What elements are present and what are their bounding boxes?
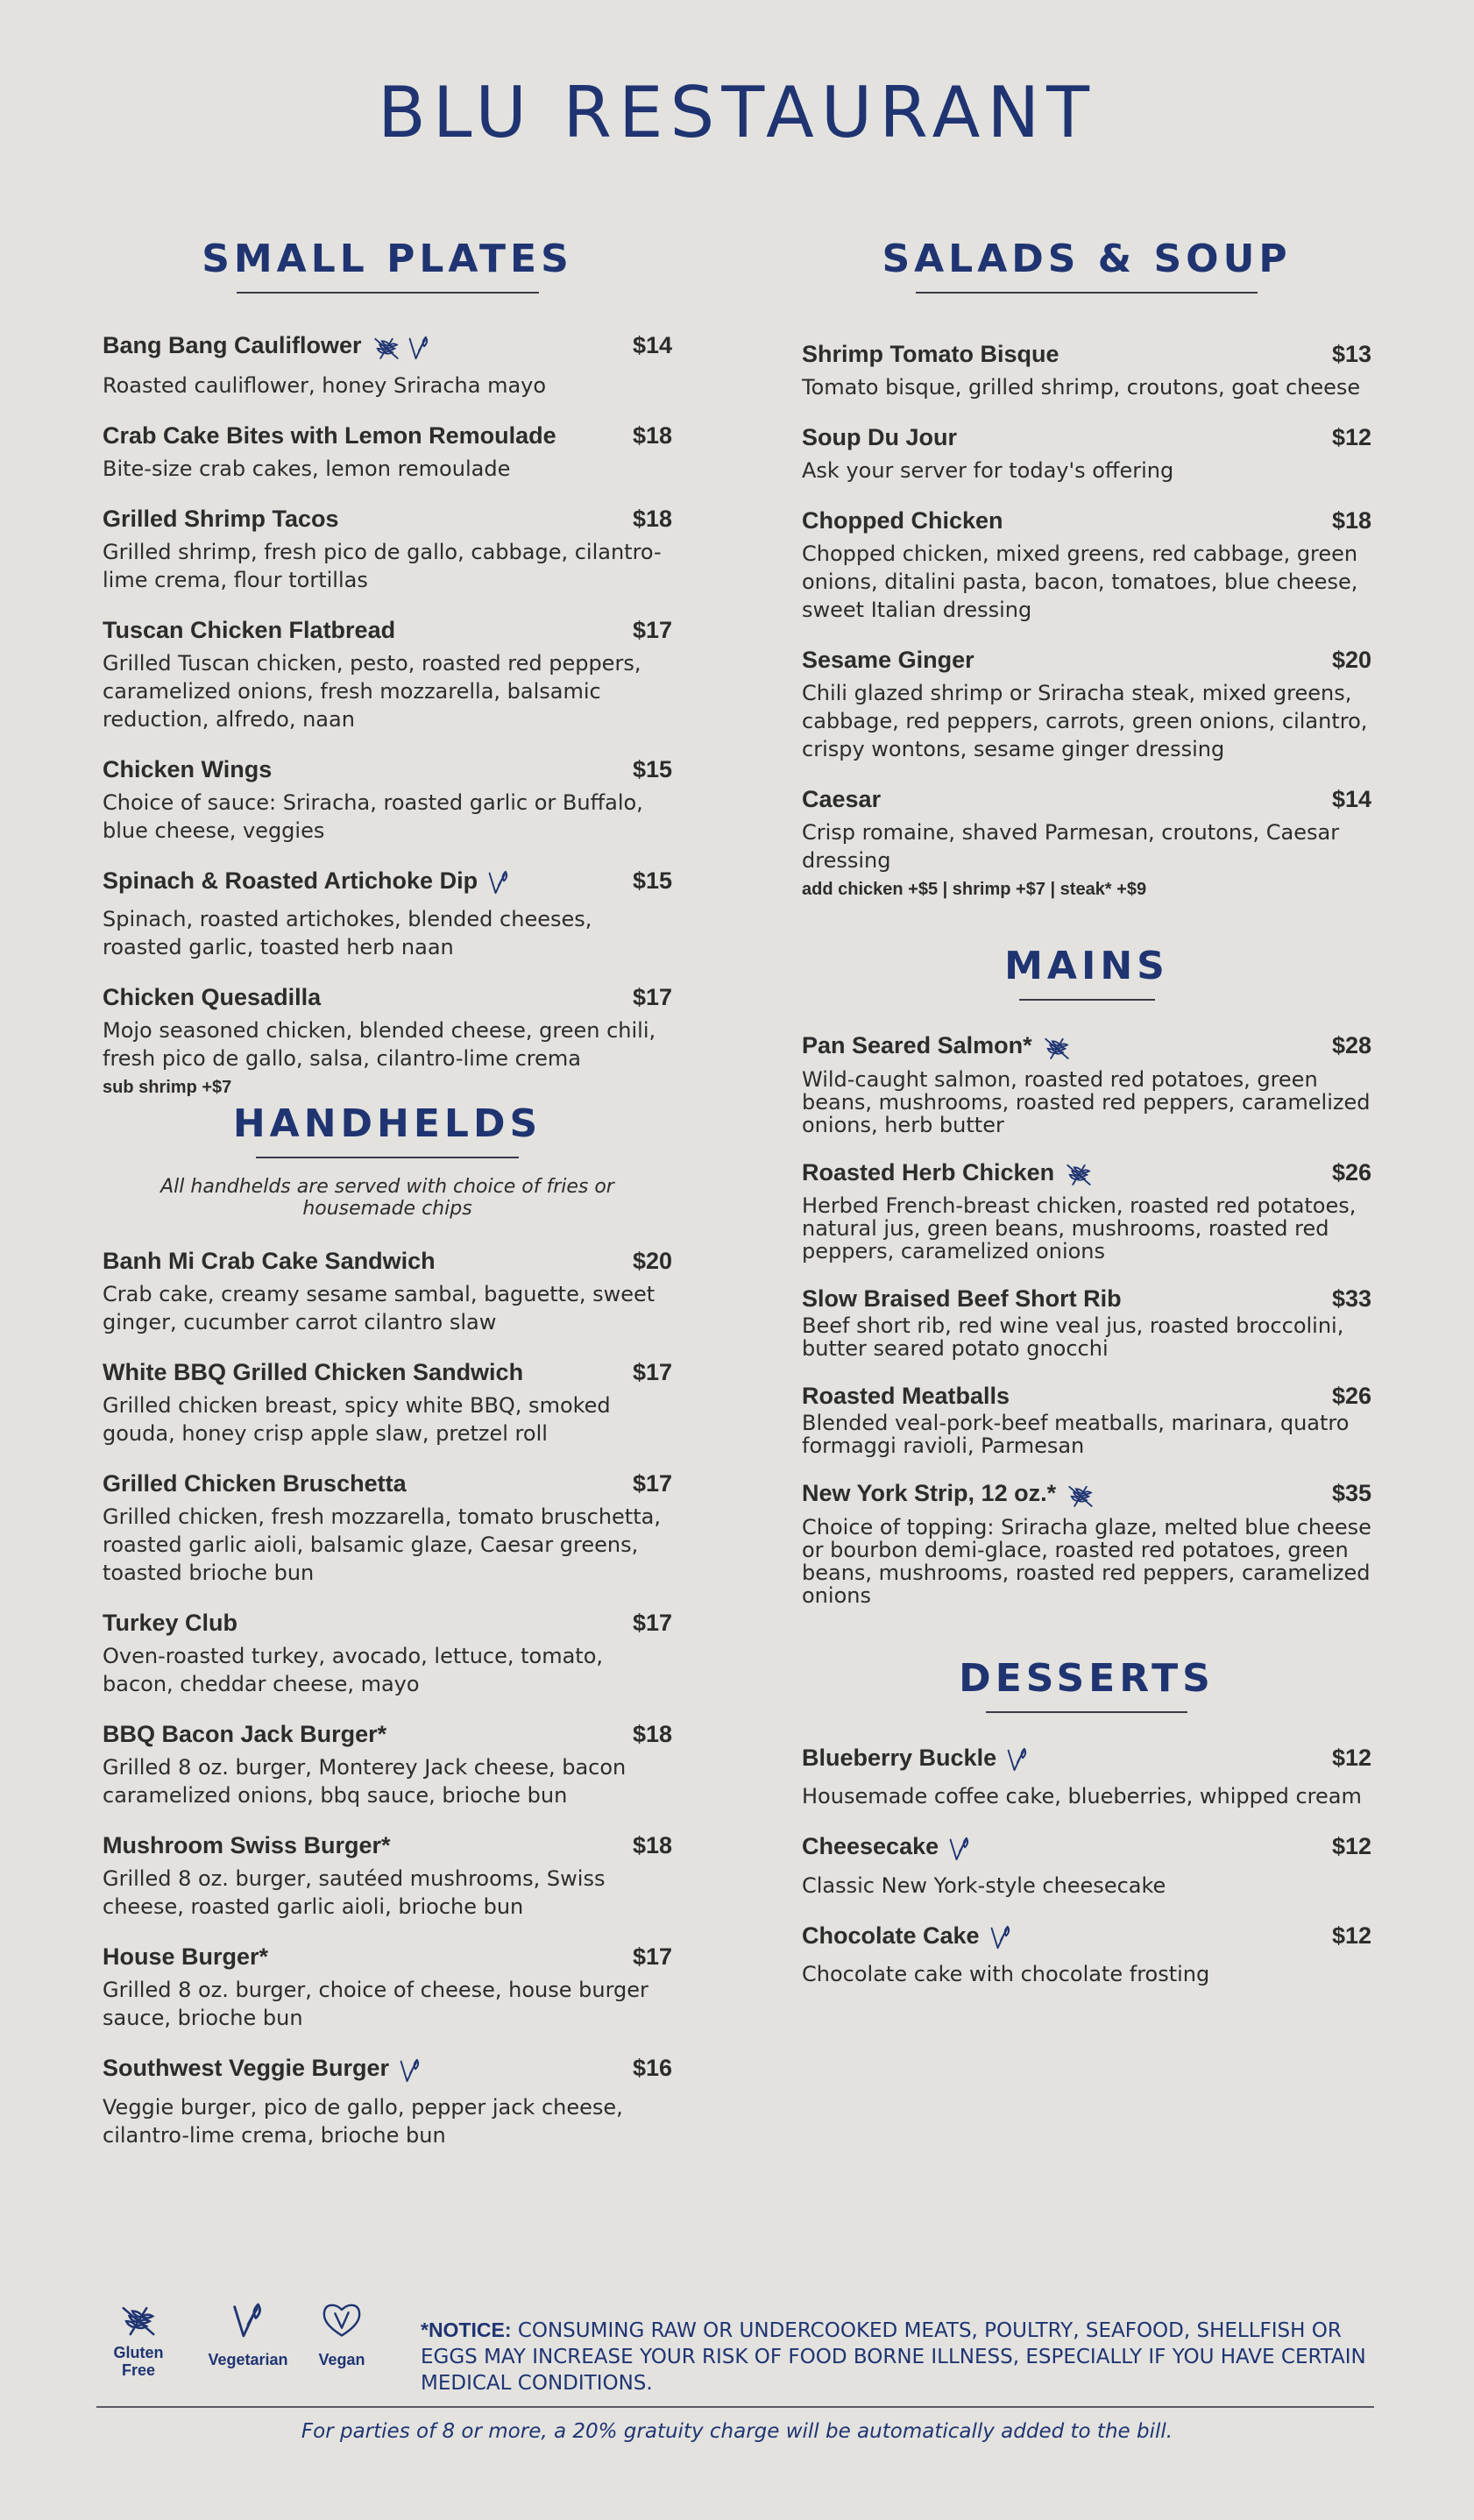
item-name: Slow Braised Beef Short Rib bbox=[802, 1285, 1122, 1312]
item-price: $20 bbox=[1331, 647, 1371, 673]
legend-label: Vegetarian bbox=[208, 2351, 288, 2368]
item-price: $15 bbox=[632, 867, 672, 894]
item-description: Crisp romaine, shaved Parmesan, croutons, Caesar dressing bbox=[802, 820, 1340, 873]
salads-soup-divider bbox=[916, 292, 1258, 294]
item-name: White BBQ Grilled Chicken Sandwich bbox=[103, 1359, 524, 1385]
item-description: Spinach, roasted artichokes, blended cheeses, roasted garlic, toasted herb naan bbox=[103, 907, 592, 959]
item-price: $18 bbox=[632, 505, 672, 532]
item-description: Veggie burger, pico de gallo, pepper jack cheese, cilantro-lime crema, brioche bun bbox=[103, 2094, 623, 2148]
item-price: $33 bbox=[1331, 1285, 1371, 1312]
item-name: Chicken Wings bbox=[103, 755, 273, 782]
gluten-free-icon bbox=[112, 2300, 165, 2344]
item-description: Grilled chicken, fresh mozzarella, tomato bruschetta, roasted garlic aioli, balsamic glaze, Caesar greens, toasted brioche bun bbox=[103, 1504, 661, 1585]
item-name: Roasted Meatballs bbox=[802, 1383, 1010, 1409]
item-price: $17 bbox=[632, 984, 672, 1010]
item-price: $13 bbox=[1331, 341, 1371, 367]
item-description: Grilled 8 oz. burger, Monterey Jack cheese, bacon caramelized onions, bbq sauce, brioche bun bbox=[103, 1755, 627, 1808]
item-price: $17 bbox=[632, 616, 672, 643]
item-description: Bite-size crab cakes, lemon remoulade bbox=[103, 456, 511, 481]
item-description: Choice of topping: Sriracha glaze, melted blue cheese or bourbon demi-glace, roasted red potatoes, green beans, mushrooms, roasted red peppers, caramelized onions bbox=[802, 1514, 1371, 1608]
item-name: BBQ Bacon Jack Burger* bbox=[103, 1721, 387, 1747]
item-price: $14 bbox=[632, 332, 672, 358]
item-name: Banh Mi Crab Cake Sandwich bbox=[103, 1248, 436, 1274]
menu-item bbox=[103, 1832, 672, 1921]
item-name: Sesame Ginger bbox=[802, 647, 974, 673]
item-description: Crab cake, creamy sesame sambal, baguette, sweet ginger, cucumber carrot cilantro slaw bbox=[103, 1282, 656, 1334]
gratuity-note: For parties of 8 or more, a 20% gratuity charge will be automatically added to the bill. bbox=[301, 2420, 1173, 2443]
handhelds-note: All handhelds are served with choice of fries or housemade chips bbox=[160, 1176, 614, 1220]
menu-item bbox=[103, 2055, 672, 2149]
item-price: $15 bbox=[632, 755, 672, 782]
small-plates-divider bbox=[237, 292, 539, 294]
item-price: $18 bbox=[1331, 507, 1371, 534]
item-price: $14 bbox=[1331, 786, 1371, 812]
item-description: Grilled Tuscan chicken, pesto, roasted red peppers, caramelized onions, fresh mozzarella, balsamic reduction, alfredo, naan bbox=[103, 650, 641, 732]
item-name: Crab Cake Bites with Lemon Remoulade bbox=[103, 421, 556, 449]
gluten-free-icon bbox=[1042, 1033, 1072, 1066]
vegetarian-icon bbox=[407, 334, 430, 365]
item-price: $26 bbox=[1331, 1158, 1371, 1186]
menu-item bbox=[802, 424, 1371, 485]
salads-soup-section bbox=[802, 237, 1371, 900]
item-description: Wild-caught salmon, roasted red potatoes, green beans, mushrooms, roasted red peppers, caramelized onions, herb butter bbox=[802, 1066, 1371, 1137]
menu-item bbox=[103, 1359, 672, 1448]
legend-label: Gluten Free bbox=[113, 2344, 164, 2379]
small-plates-heading: SMALL PLATES bbox=[202, 237, 573, 281]
item-name: Cheesecake bbox=[802, 1833, 939, 1859]
gluten-free-icon bbox=[1066, 1481, 1095, 1514]
item-name: Caesar bbox=[802, 786, 882, 812]
menu-item bbox=[802, 1922, 1371, 1989]
desserts-divider bbox=[986, 1711, 1187, 1713]
vegetarian-icon bbox=[399, 2056, 422, 2088]
salads-soup-heading: SALADS & SOUP bbox=[882, 237, 1292, 281]
vegan-icon bbox=[307, 2300, 377, 2344]
item-name: Grilled Shrimp Tacos bbox=[103, 505, 339, 532]
menu-item bbox=[103, 867, 672, 962]
item-description: Tomato bisque, grilled shrimp, croutons, goat cheese bbox=[802, 375, 1361, 400]
footer-divider bbox=[96, 2406, 1374, 2408]
item-description: Blended veal-pork-beef meatballs, marinara, quatro formaggi ravioli, Parmesan bbox=[802, 1411, 1350, 1458]
vegetarian-icon bbox=[948, 1835, 971, 1866]
menu-item bbox=[802, 1480, 1371, 1607]
notice-label: *NOTICE: bbox=[421, 2318, 512, 2341]
item-name: Roasted Herb Chicken bbox=[802, 1158, 1055, 1186]
item-description: Housemade coffee cake, blueberries, whipped cream bbox=[802, 1784, 1362, 1809]
dietary-legend bbox=[112, 2300, 401, 2388]
item-name: New York Strip, 12 oz.* bbox=[802, 1480, 1057, 1506]
menu-item bbox=[103, 1248, 672, 1336]
menu-item bbox=[103, 1470, 672, 1587]
item-price: $17 bbox=[632, 1470, 672, 1497]
small-plates-section bbox=[103, 237, 672, 1098]
legend-vegetarian bbox=[200, 2300, 296, 2368]
legend-gluten-free bbox=[112, 2300, 165, 2379]
left-column bbox=[103, 237, 672, 2149]
menu-item bbox=[103, 1721, 672, 1809]
item-name: Chopped Chicken bbox=[802, 507, 1003, 534]
gluten-free-icon bbox=[1064, 1159, 1094, 1193]
item-description: Mojo seasoned chicken, blended cheese, green chili, fresh pico de gallo, salsa, cilantro-lime crema bbox=[103, 1018, 656, 1071]
item-price: $16 bbox=[632, 2055, 672, 2081]
item-name: House Burger* bbox=[103, 1943, 269, 1970]
item-addon: sub shrimp +$7 bbox=[103, 1078, 232, 1097]
item-description: Grilled shrimp, fresh pico de gallo, cabbage, cilantro-lime crema, flour tortillas bbox=[103, 539, 662, 592]
menu-item bbox=[802, 1745, 1371, 1811]
menu-item bbox=[802, 647, 1371, 763]
item-name: Mushroom Swiss Burger* bbox=[103, 1832, 391, 1858]
item-name: Spinach & Roasted Artichoke Dip bbox=[103, 867, 478, 894]
item-description: Choice of sauce: Sriracha, roasted garlic or Buffalo, blue cheese, veggies bbox=[103, 789, 643, 843]
item-name: Pan Seared Salmon* bbox=[802, 1032, 1032, 1058]
menu-item bbox=[103, 422, 672, 483]
menu-item bbox=[802, 1383, 1371, 1457]
gluten-free-icon bbox=[372, 333, 401, 366]
item-description: Oven-roasted turkey, avocado, lettuce, tomato, bacon, cheddar cheese, mayo bbox=[103, 1644, 604, 1696]
legend-label: Vegan bbox=[318, 2351, 365, 2368]
item-name: Turkey Club bbox=[103, 1610, 238, 1636]
menu-item bbox=[802, 786, 1371, 900]
item-price: $18 bbox=[632, 421, 672, 449]
item-price: $18 bbox=[632, 1721, 672, 1747]
item-price: $17 bbox=[632, 1610, 672, 1636]
handhelds-divider bbox=[256, 1157, 519, 1158]
menu-item bbox=[802, 1032, 1371, 1136]
menu-item bbox=[802, 1285, 1371, 1360]
item-price: $35 bbox=[1331, 1480, 1371, 1506]
food-safety-notice bbox=[421, 2317, 1385, 2396]
item-price: $12 bbox=[1331, 1744, 1371, 1771]
item-name: Shrimp Tomato Bisque bbox=[802, 341, 1059, 367]
item-description: Grilled 8 oz. burger, sautéed mushrooms, Swiss cheese, roasted garlic aioli, brioche bun bbox=[103, 1866, 606, 1919]
item-name: Grilled Chicken Bruschetta bbox=[103, 1470, 407, 1497]
menu-item bbox=[103, 1610, 672, 1698]
vegetarian-icon bbox=[200, 2300, 296, 2344]
desserts-heading: DESSERTS bbox=[959, 1655, 1215, 1701]
item-price: $12 bbox=[1331, 1833, 1371, 1859]
item-name: Chicken Quesadilla bbox=[103, 984, 322, 1010]
vegetarian-icon bbox=[989, 1923, 1012, 1955]
item-description: Chopped chicken, mixed greens, red cabbage, green onions, ditalini pasta, bacon, tomatoes, blue cheese, sweet Italian dressing bbox=[802, 542, 1358, 622]
item-description: Chili glazed shrimp or Sriracha steak, mixed greens, cabbage, red peppers, carrots, green onions, cilantro, crispy wontons, sesame ginger dressing bbox=[802, 681, 1368, 761]
menu-item bbox=[802, 341, 1371, 401]
mains-heading: MAINS bbox=[1004, 944, 1169, 988]
vegetarian-icon bbox=[1006, 1745, 1029, 1777]
menu-item bbox=[802, 507, 1371, 624]
item-name: Blueberry Buckle bbox=[802, 1744, 997, 1771]
item-description: Grilled 8 oz. burger, choice of cheese, house burger sauce, brioche bun bbox=[103, 1978, 648, 2030]
item-price: $18 bbox=[632, 1832, 672, 1858]
item-name: Tuscan Chicken Flatbread bbox=[103, 616, 396, 643]
handhelds-heading: HANDHELDS bbox=[232, 1101, 542, 1146]
item-name: Soup Du Jour bbox=[802, 424, 957, 450]
item-price: $28 bbox=[1331, 1032, 1371, 1058]
menu-item bbox=[103, 506, 672, 594]
handhelds-section bbox=[103, 1101, 672, 2149]
item-description: Roasted cauliflower, honey Sriracha mayo bbox=[103, 372, 547, 398]
vegetarian-icon bbox=[487, 868, 510, 900]
item-name: Chocolate Cake bbox=[802, 1922, 980, 1949]
menu-item bbox=[103, 617, 672, 733]
menu-item bbox=[103, 1943, 672, 2032]
mains-section bbox=[802, 944, 1371, 1607]
item-description: Grilled chicken breast, spicy white BBQ, smoked gouda, honey crisp apple slaw, pretzel roll bbox=[103, 1393, 611, 1446]
item-price: $26 bbox=[1331, 1383, 1371, 1409]
item-description: Beef short rib, red wine veal jus, roasted broccolini, butter seared potato gnocchi bbox=[802, 1313, 1344, 1361]
menu-item bbox=[103, 332, 672, 400]
item-price: $20 bbox=[632, 1248, 672, 1274]
item-description: Herbed French-breast chicken, roasted red potatoes, natural jus, green beans, mushrooms, roasted red peppers, caramelized onions bbox=[802, 1193, 1357, 1264]
right-column bbox=[802, 237, 1371, 1988]
item-description: Classic New York-style cheesecake bbox=[802, 1872, 1166, 1898]
item-price: $17 bbox=[632, 1359, 672, 1385]
restaurant-title: BLU RESTAURANT bbox=[377, 72, 1097, 153]
item-name: Bang Bang Cauliflower bbox=[103, 332, 362, 358]
menu-item bbox=[802, 1833, 1371, 1900]
desserts-section bbox=[802, 1656, 1371, 1989]
menu-item bbox=[103, 756, 672, 845]
menu-item bbox=[103, 984, 672, 1098]
item-addon: add chicken +$5 | shrimp +$7 | steak* +$9 bbox=[802, 880, 1147, 899]
menu-item bbox=[802, 1159, 1371, 1264]
item-description: Ask your server for today's offering bbox=[802, 458, 1174, 483]
item-price: $17 bbox=[632, 1943, 672, 1970]
notice-text: CONSUMING RAW OR UNDERCOOKED MEATS, POULTRY, SEAFOOD, SHELLFISH OR EGGS MAY INCREASE YOUR RISK OF FOOD BORNE ILLNESS, ESPECIALLY IF YOU HAVE CERTAIN MEDICAL CONDITIONS. bbox=[421, 2319, 1366, 2395]
legend-vegan bbox=[307, 2300, 377, 2368]
mains-divider bbox=[1019, 999, 1155, 1001]
item-name: Southwest Veggie Burger bbox=[103, 2055, 390, 2081]
item-price: $12 bbox=[1331, 424, 1371, 450]
item-price: $12 bbox=[1331, 1922, 1371, 1949]
item-description: Chocolate cake with chocolate frosting bbox=[802, 1962, 1210, 1986]
